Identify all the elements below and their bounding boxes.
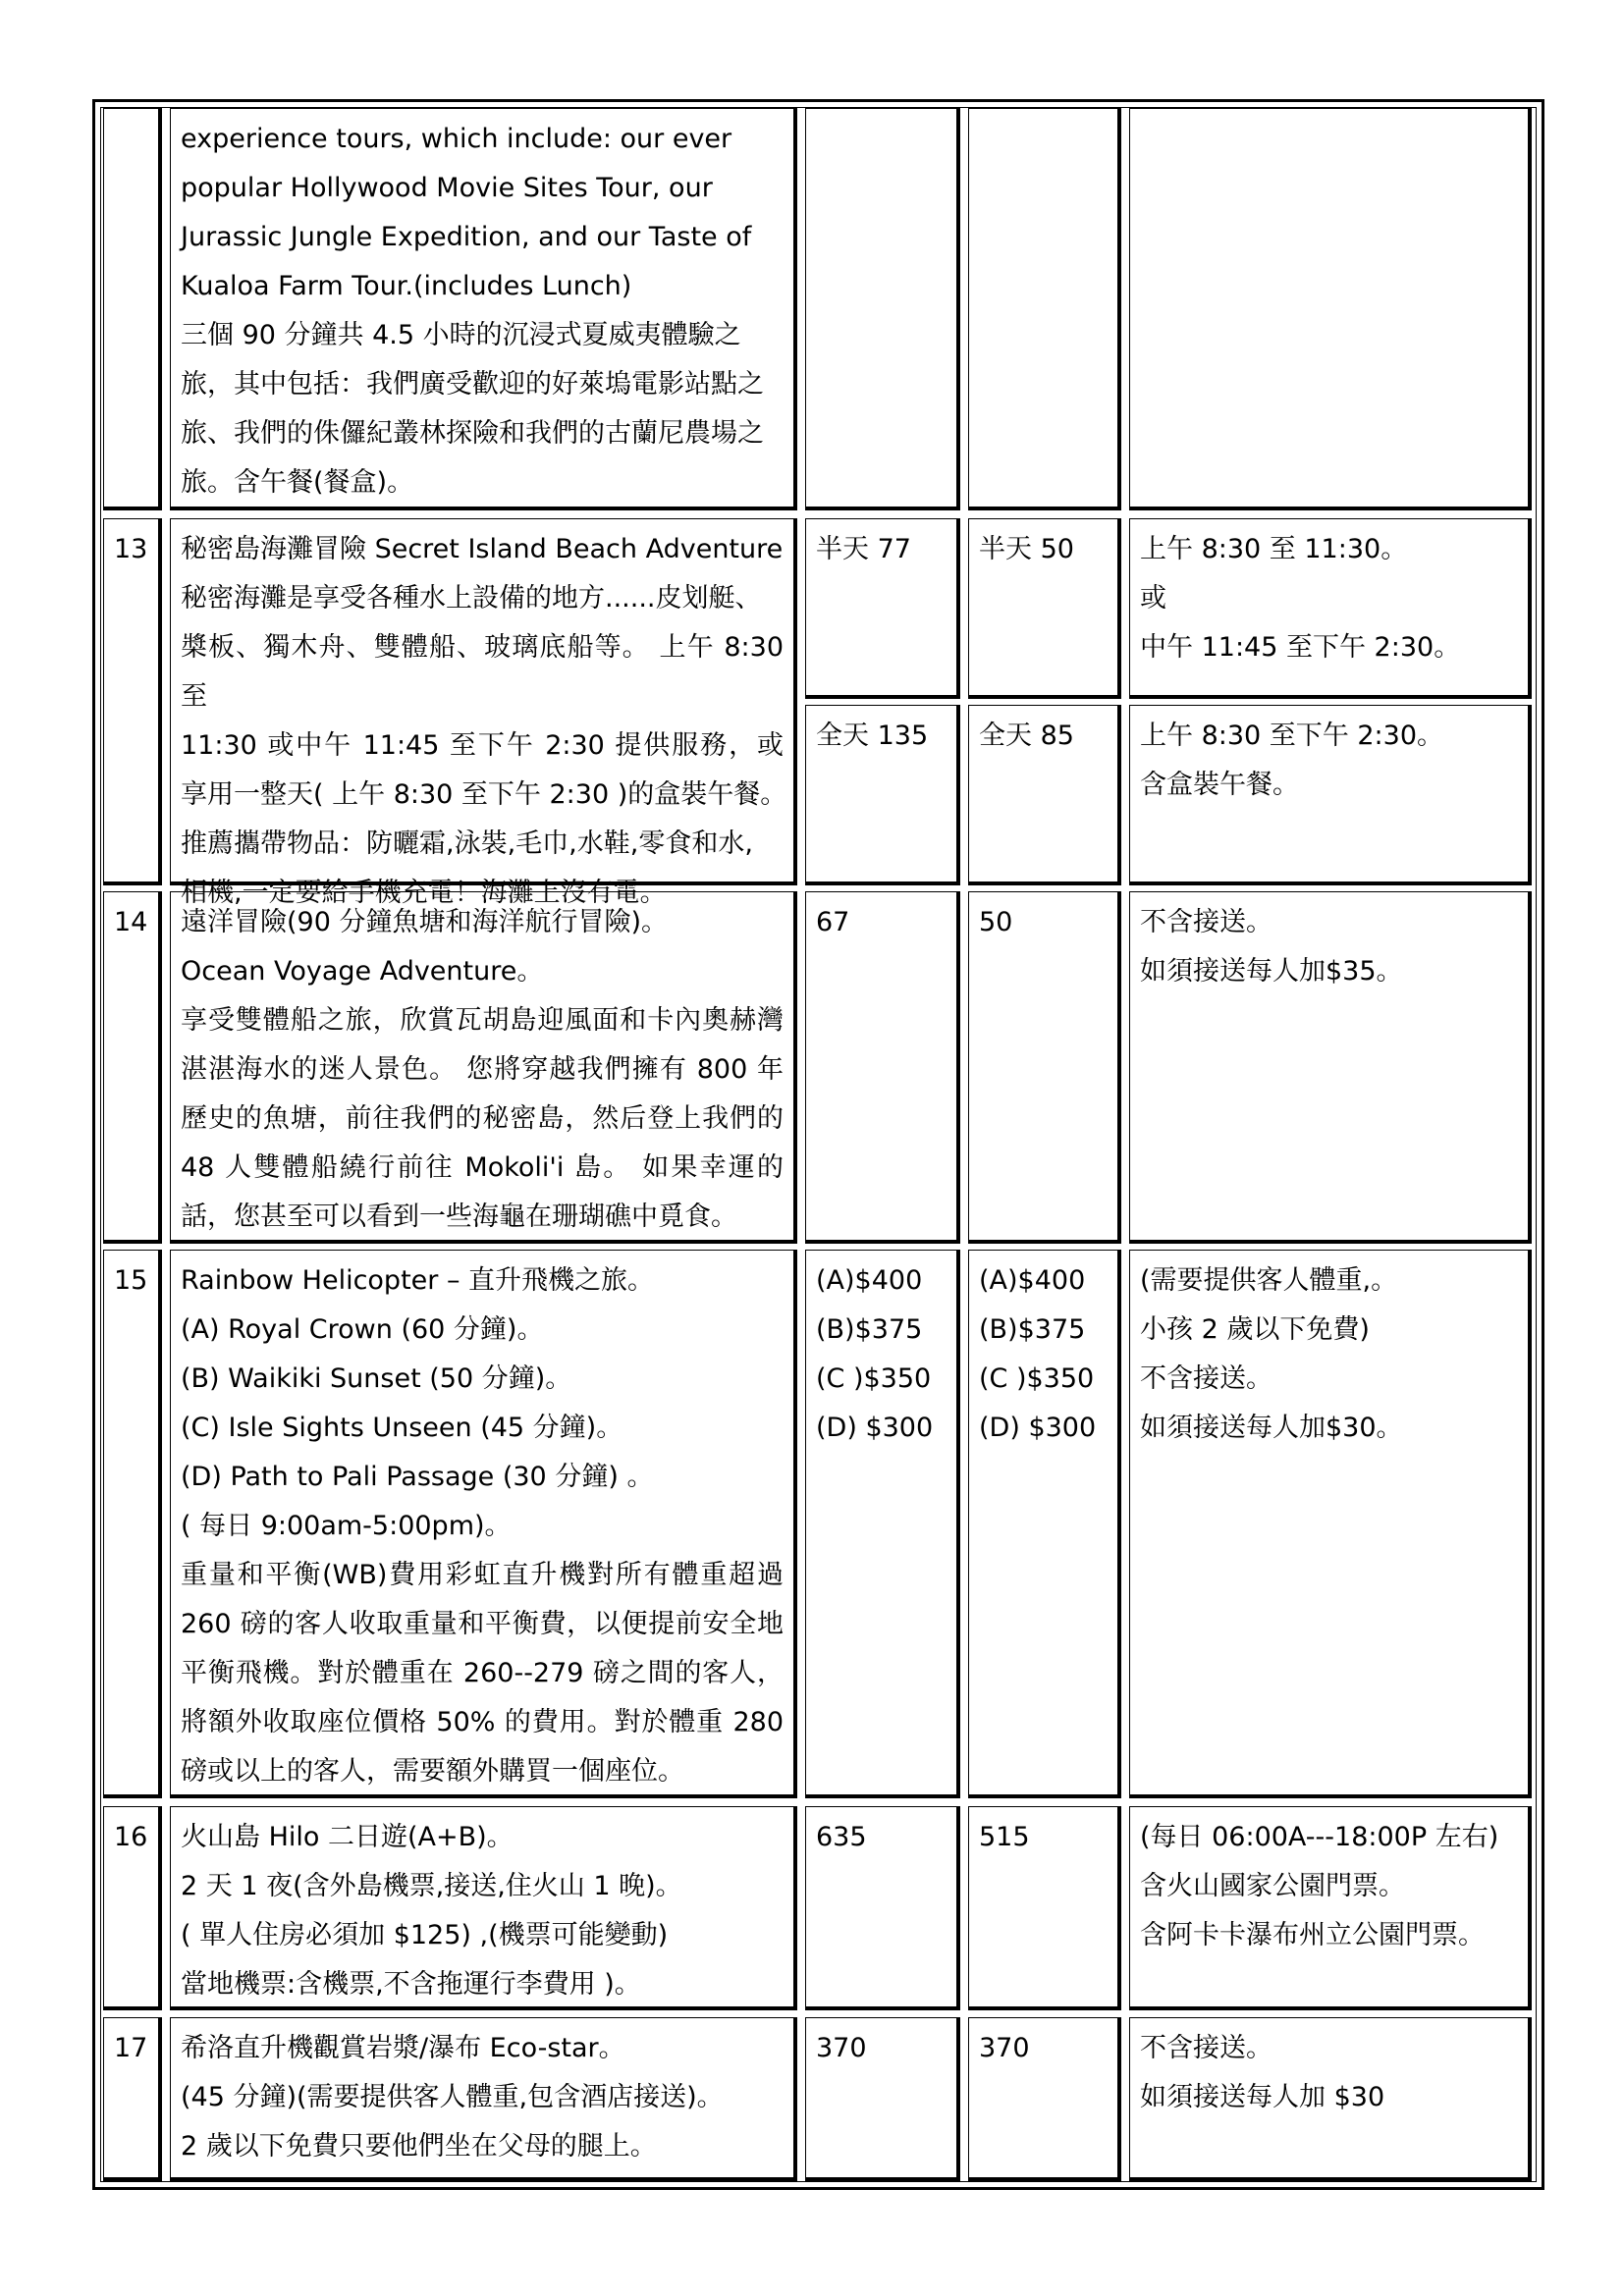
notes-cell [1129,1250,1532,1798]
tour-description-cell-line: 2 歲以下免費只要他們坐在父母的腿上。 [181,2131,657,2162]
tour-description-cell-line: 三個 90 分鐘共 4.5 小時的沉浸式夏威夷體驗之 [181,320,741,350]
notes-cell-line: 上午 8:30 至下午 2:30。 [1140,721,1444,751]
row-number-cell [103,2017,162,2181]
tour-description-cell-line: 歷史的魚塘，前往我們的秘密島，然后登上我們的 [181,1103,784,1134]
tour-description-cell-line: 11:30 或中午 11:45 至下午 2:30 提供服務，或 [181,730,784,761]
tour-description-cell-line: 將額外收取座位價格 50% 的費用。對於體重 280 [181,1707,784,1737]
tour-description-cell-line: 旅，其中包括：我們廣受歡迎的好萊塢電影站點之 [181,369,764,400]
row-number-cell-text: 15 [114,1265,148,1296]
adult-price-cell-line: (A)$400 [816,1265,923,1296]
notes-cell-line: 上午 8:30 至 11:30。 [1140,534,1408,564]
tour-description-cell-line: 旅、我們的侏儸紀叢林探險和我們的古蘭尼農場之 [181,418,764,449]
child-price-cell [968,891,1121,1244]
child-price-cell [968,2017,1121,2181]
notes-cell-line: 或 [1140,583,1166,614]
row-number-cell [103,518,162,885]
tour-description-cell-line: 推薦攜帶物品：防曬霜,泳裝,毛巾,水鞋,零食和水, [181,828,753,859]
tour-description-cell-line: ( 每日 9:00am-5:00pm)。 [181,1511,512,1541]
tour-description-cell-line: 湛湛海水的迷人景色。 您將穿越我們擁有 800 年 [181,1054,784,1085]
tour-description-cell-line: 享受雙體船之旅，欣賞瓦胡島迎風面和卡內奧赫灣 [181,1005,784,1036]
tour-description-cell-line: 火山島 Hilo 二日遊(A+B)。 [181,1822,514,1852]
notes-cell-line: 含盒裝午餐。 [1140,770,1299,800]
tour-description-cell-line: (C) Isle Sights Unseen (45 分鐘)。 [181,1413,623,1443]
notes-cell [1129,705,1532,885]
tour-description-cell-line: 希洛直升機觀賞岩漿/瀑布 Eco-star。 [181,2033,625,2063]
tour-description-cell-line: 260 磅的客人收取重量和平衡費，以便提前安全地 [181,1609,784,1639]
child-price-cell-line: (C )$350 [979,1363,1095,1394]
notes-cell-line: (需要提供客人體重,。 [1140,1265,1398,1296]
notes-cell-line: 含火山國家公園門票。 [1140,1871,1405,1901]
tour-description-cell-line: 秘密島海灘冒險 Secret Island Beach Adventure [181,534,784,564]
notes-cell-line: 中午 11:45 至下午 2:30。 [1140,632,1461,663]
tour-description-cell-line: (A) Royal Crown (60 分鐘)。 [181,1314,544,1345]
adult-price-cell-line: 635 [816,1822,867,1852]
tour-description-cell-line: Kualoa Farm Tour.(includes Lunch) [181,271,632,301]
tour-description-cell [170,108,797,510]
tour-description-cell-line: 重量和平衡(WB)費用彩虹直升機對所有體重超過 [181,1560,784,1590]
adult-price-cell [805,891,960,1244]
notes-cell [1129,2017,1532,2181]
row-number-cell [103,1806,162,2010]
row-number-cell [103,891,162,1244]
notes-cell [1129,518,1532,699]
adult-price-cell [805,518,960,699]
notes-cell-line: (每日 06:00A---18:00P 左右) [1140,1822,1499,1852]
row-number-cell [103,1250,162,1798]
notes-cell-line: 含阿卡卡瀑布州立公園門票。 [1140,1920,1485,1950]
adult-price-cell-line: 370 [816,2033,867,2063]
child-price-cell [968,1806,1121,2010]
adult-price-cell [805,108,960,510]
notes-cell-line: 如須接送每人加 $30 [1140,2082,1385,2112]
child-price-cell [968,705,1121,885]
tour-description-cell-line: 話，您甚至可以看到一些海龜在珊瑚礁中覓食。 [181,1201,737,1232]
tour-description-cell-line: 當地機票:含機票,不含拖運行李費用 )。 [181,1969,641,2000]
row-number-cell-text: 16 [114,1822,148,1852]
child-price-cell-text: 全天 85 [979,721,1074,751]
tour-description-cell-line: Jurassic Jungle Expedition, and our Taste of [181,222,752,252]
notes-cell-line: 小孩 2 歲以下免費) [1140,1314,1370,1345]
tour-description-cell-line: 槳板、獨木舟、雙體船、玻璃底船等。 上午 8:30 至 [181,632,784,712]
tour-description-cell-line: 平衡飛機。對於體重在 260--279 磅之間的客人， [181,1658,784,1688]
row-number-cell-text: 17 [114,2033,148,2063]
child-price-cell-line: (D) $300 [979,1413,1097,1443]
tour-description-cell-line: Ocean Voyage Adventure。 [181,956,544,987]
child-price-cell [968,1250,1121,1798]
tour-description-cell-line: 遠洋冒險(90 分鐘魚塘和海洋航行冒險)。 [181,907,669,937]
adult-price-cell [805,705,960,885]
tour-description-cell-line: 2 天 1 夜(含外島機票,接送,住火山 1 晚)。 [181,1871,682,1901]
adult-price-cell [805,1806,960,2010]
notes-cell [1129,108,1532,510]
adult-price-cell-text: 全天 135 [816,721,929,751]
adult-price-cell [805,1250,960,1798]
row-number-cell-text: 13 [114,534,148,564]
notes-cell-line: 不含接送。 [1140,907,1272,937]
tour-description-cell-line: (45 分鐘)(需要提供客人體重,包含酒店接送)。 [181,2082,724,2112]
tour-description-cell-line: 旅。含午餐(餐盒)。 [181,467,414,498]
child-price-cell-line: 50 [979,907,1013,937]
adult-price-cell-text: 半天 77 [816,534,911,564]
notes-cell-line: 不含接送。 [1140,1363,1272,1394]
tour-description-cell [170,2017,797,2181]
row-number-cell [103,108,162,510]
adult-price-cell-line: (D) $300 [816,1413,934,1443]
adult-price-cell-line: (C )$350 [816,1363,932,1394]
child-price-cell [968,108,1121,510]
child-price-cell-text: 半天 50 [979,534,1074,564]
tour-description-cell-line: 磅或以上的客人，需要額外購買一個座位。 [181,1756,684,1787]
tour-description-cell-line: 48 人雙體船繞行前往 Mokoli'i 島。 如果幸運的 [181,1152,784,1183]
tour-description-cell [170,1250,797,1798]
tour-description-cell-line: 享用一整天( 上午 8:30 至下午 2:30 )的盒裝午餐。 [181,779,787,810]
row-number-cell-text: 14 [114,907,148,937]
notes-cell-line: 如須接送每人加$35。 [1140,956,1403,987]
tour-description-cell-line: 相機,一定要給手機充電！海灘上沒有電。 [181,878,667,908]
adult-price-cell-line: 67 [816,907,850,937]
adult-price-cell [805,2017,960,2181]
child-price-cell-line: (B)$375 [979,1314,1086,1345]
tour-description-cell-line: ( 單人住房必須加 $125) ,(機票可能變動) [181,1920,669,1950]
child-price-cell-line: 515 [979,1822,1030,1852]
adult-price-cell-line: (B)$375 [816,1314,923,1345]
tour-description-cell [170,891,797,1244]
tour-description-cell-line: 秘密海灘是享受各種水上設備的地方......皮划艇、 [181,583,762,614]
notes-cell-line: 如須接送每人加$30。 [1140,1413,1403,1443]
tour-description-cell-line: experience tours, which include: our ever [181,124,732,154]
tour-description-cell-line: (B) Waikiki Sunset (50 分鐘)。 [181,1363,572,1394]
tour-description-cell-line: (D) Path to Pali Passage (30 分鐘) 。 [181,1462,654,1492]
tour-description-cell-line: popular Hollywood Movie Sites Tour, our [181,173,713,203]
notes-cell [1129,1806,1532,2010]
child-price-cell-line: (A)$400 [979,1265,1086,1296]
notes-cell [1129,891,1532,1244]
child-price-cell [968,518,1121,699]
notes-cell-line: 不含接送。 [1140,2033,1272,2063]
tour-description-cell [170,1806,797,2010]
tour-description-cell [170,518,797,908]
tour-description-cell-line: Rainbow Helicopter – 直升飛機之旅。 [181,1265,655,1296]
child-price-cell-line: 370 [979,2033,1030,2063]
